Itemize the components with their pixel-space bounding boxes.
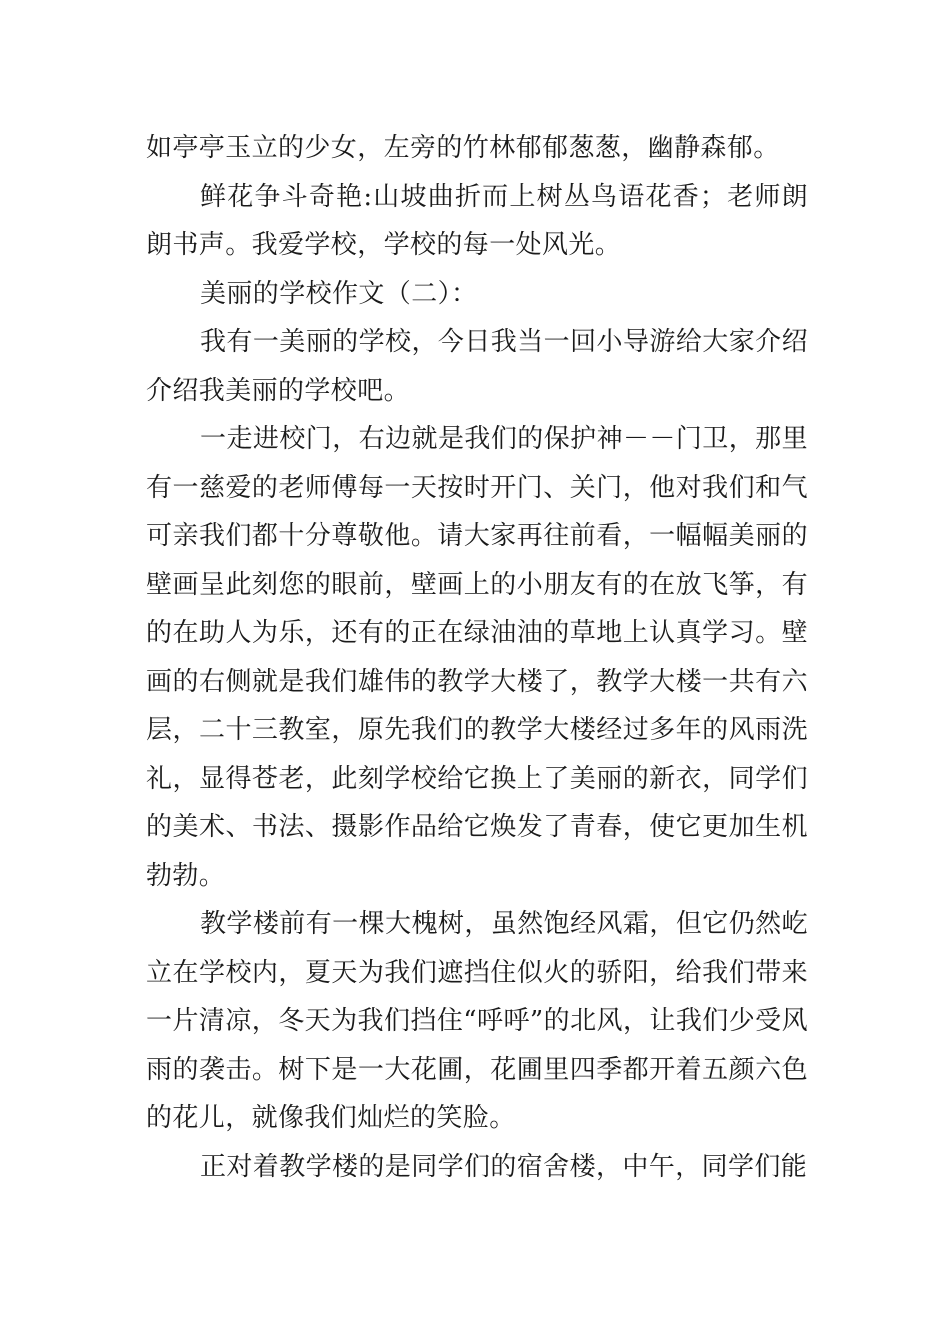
- paragraph-2: 鲜花争斗奇艳:山坡曲折而上树丛鸟语花香；老师朗朗书声。我爱学校，学校的每一处风光。: [146, 181, 808, 260]
- paragraph-4: 一走进校门，右边就是我们的保护神－－门卫，那里有一慈爱的老师傅每一天按时开门、关门，他对我们和气可亲我们都十分尊敬他。请大家再往前看，一幅幅美丽的壁画呈此刻您的眼前，壁画上的小朋友有的在放飞筝，有的在助人为乐，还有的正在绿油油的草地上认真学习。壁画的右侧就是我们雄伟的教学大楼了，教学大楼一共有六层，二十三教室，原先我们的教学大楼经过多年的风雨洗礼，显得苍老，此刻学校给它换上了美丽的新衣，同学们的美术、书法、摄影作品给它焕发了青春，使它更加生机勃勃。: [146, 424, 808, 891]
- paragraph-5: 教学楼前有一棵大槐树，虽然饱经风霜，但它仍然屹立在学校内，夏天为我们遮挡住似火的骄阳，给我们带来一片清凉，冬天为我们挡住“呼呼”的北风，让我们少受风雨的袭击。树下是一大花圃，花圃里四季都开着五颜六色的花儿，就像我们灿烂的笑脸。: [146, 909, 808, 1133]
- document-body: [146, 124, 808, 1191]
- paragraph-6: 正对着教学楼的是同学们的宿舍楼，中午，同学们能: [200, 1151, 808, 1182]
- section-heading: 美丽的学校作文（二）：: [200, 278, 478, 309]
- paragraph-1: 如亭亭玉立的少女，左旁的竹林郁郁葱葱，幽静森郁。: [146, 133, 780, 163]
- paragraph-3: 我有一美丽的学校，今日我当一回小导游给大家介绍介绍我美丽的学校吧。: [146, 327, 808, 406]
